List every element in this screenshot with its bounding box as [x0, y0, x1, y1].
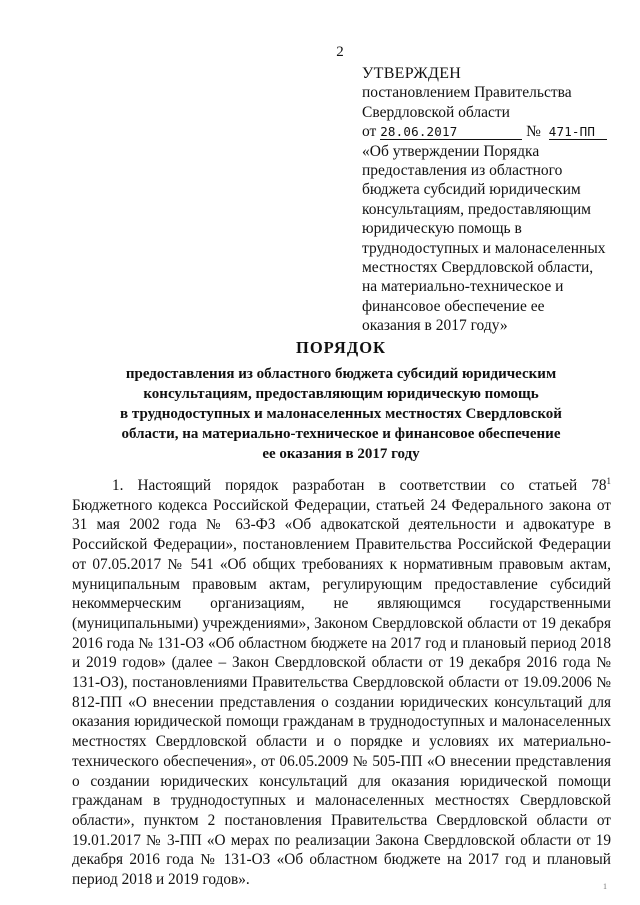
paragraph-1-rest: Бюджетного кодекса Российской Федерации, статьей 24 Федерального закона от 31 мая 2002 года № 63-ФЗ «Об адвокатской деятельности и адвокатуре в Российской Федерации», постановлением Правительства Российской Федерации от 07.05.2017 № 541 «Об общих требованиях к нормативным правовым актам, муниципальным правовым актам, регулирующим предоставление субсидий некоммерческим организациям, не являющимся государственными (муниципальными) учреждениями», Законом Свердловской области от 19 декабря 2016 года № 131-ОЗ «Об областном бюджете на 2017 год и плановый период 2018 и 2019 годов» (далее – Закон Свердловской области от 19 декабря 2016 года № 131-ОЗ), постановлениями Правительства Свердловской области от 19.09.2006 № 812-ПП «О внесении представления о создании юридических консультаций для оказания юридической помощи гражданам в труднодоступных и малонаселенных местностях Свердловской области и о порядке и условиях их материально-технического обеспечения», от 06.05.2009 № 505-ПП «О внесении представления о создании юридических консультаций для оказания юридической помощи гражданам в труднодоступных и малонаселенных местностях Свердловской области», пунктом 2 постановления Правительства Свердловской области от 19.01.2017 № 3-ПП «О мерах по реализации Закона Свердловской области от 19 декабря 2016 года № 131-ОЗ «Об областном бюджете на 2017 год и плановый период 2018 и 2019 годов».: [72, 496, 611, 889]
title-line: в труднодоступных и малонаселенных местностях Свердловской: [120, 406, 562, 422]
number-field: [549, 124, 607, 140]
approval-subject-line: бюджета субсидий юридическим: [362, 181, 581, 199]
approved-heading: УТВЕРЖДЕН: [362, 65, 462, 82]
title-line: ее оказания в 2017 году: [262, 446, 420, 462]
number-sign: №: [526, 123, 541, 141]
approval-subject-line: на материально-техническое и: [362, 278, 564, 296]
title-subtitle: [70, 364, 612, 464]
approval-subject-line: «Об утверждении Порядка: [362, 142, 540, 160]
date-value: 28.06.2017: [380, 124, 458, 140]
approval-line-2: Свердловской области: [362, 103, 510, 121]
approval-subject-line: предоставления из областного: [362, 162, 563, 180]
approval-subject-line: финансовое обеспечение ее: [362, 297, 545, 315]
approval-subject-line: местностях Свердловской области,: [362, 259, 594, 277]
date-prefix: от: [362, 123, 377, 141]
title-line: области, на материально-техническое и финансовое обеспечение: [121, 426, 561, 442]
title-line: консультациям, предоставляющим юридическую помощь: [143, 386, 539, 402]
approval-subject-line: юридическую помощь в: [362, 220, 522, 238]
approval-subject-line: консультациям, предоставляющим: [362, 200, 591, 218]
title-line: предоставления из областного бюджета субсидий юридическим: [125, 366, 557, 382]
document-title: [70, 338, 612, 464]
paragraph-1: [72, 476, 611, 890]
paragraph-1-start: 1. Настоящий порядок разработан в соответствии со статьей 78: [112, 477, 607, 494]
approval-stamp: [362, 64, 624, 336]
number-value: 471-ПП: [548, 124, 596, 140]
approval-date-number-line: [362, 122, 624, 141]
article-superscript: 1: [606, 475, 611, 486]
approval-subject-line: труднодоступных и малонаселенных: [362, 239, 606, 257]
approval-subject-line: оказания в 2017 году»: [362, 317, 508, 335]
document-body: [72, 476, 611, 890]
corner-mark: 1: [603, 882, 607, 891]
title-main: ПОРЯДОК: [296, 338, 386, 357]
page-number: 2: [336, 44, 344, 60]
date-field: [380, 124, 522, 140]
approval-line-1: постановлением Правительства: [362, 84, 572, 102]
